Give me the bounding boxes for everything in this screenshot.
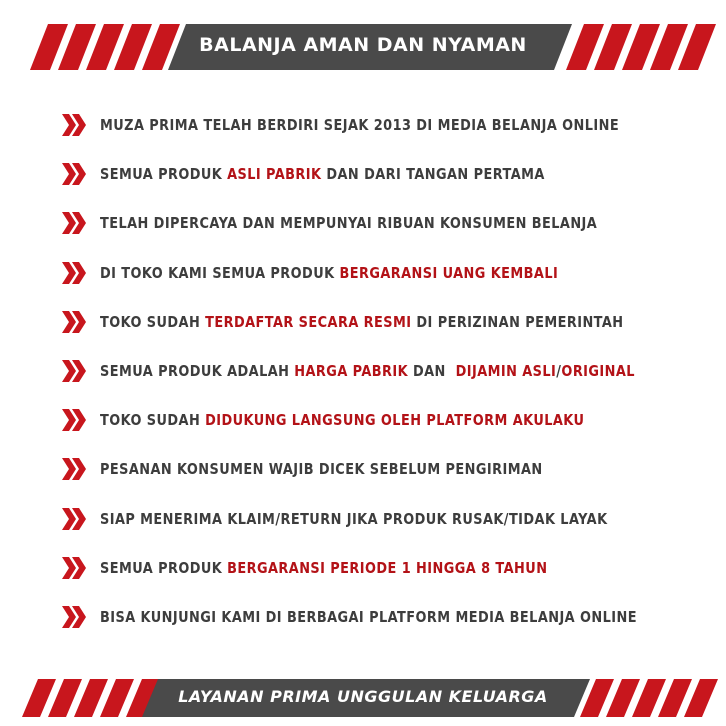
list-item [62,602,702,632]
list-item [62,504,702,534]
list-item-text [100,559,547,577]
highlight-text: DIDUKUNG LANGSUNG OLEH PLATFORM AKULAKU [205,411,585,430]
footer-banner [0,679,726,717]
text-segment: DAN [408,362,456,380]
list-item [62,258,702,288]
double-chevron-right-icon [62,606,88,628]
list-item [62,356,702,386]
text-segment: DI TOKO KAMI SEMUA PRODUK [100,263,340,282]
list-item-text [100,214,597,232]
text-segment: PESANAN KONSUMEN WAJIB DICEK SEBELUM PENGIRIMAN [100,460,543,479]
text-segment: SEMUA PRODUK [100,165,228,184]
list-item-text [100,264,558,282]
text-segment: / [556,362,562,380]
double-chevron-right-icon [62,557,88,579]
double-chevron-right-icon [62,409,88,431]
list-item-text [100,411,584,429]
highlight-text: ASLI PABRIK [227,165,322,184]
footer-title: LAYANAN PRIMA UNGGULAN KELUARGA [178,687,548,706]
text-segment: SEMUA PRODUK [100,558,228,577]
highlight-text: BERGARANSI UANG KEMBALI [339,263,559,282]
double-chevron-right-icon [62,212,88,234]
double-chevron-right-icon [62,508,88,530]
text-segment: SEMUA PRODUK ADALAH [100,362,295,380]
list-item-text [100,116,619,134]
highlight-text: TERDAFTAR SECARA RESMI [205,312,412,331]
list-item-text [100,510,608,528]
double-chevron-right-icon [62,163,88,185]
double-chevron-right-icon [62,114,88,136]
list-item-text [100,608,637,626]
text-segment: SIAP MENERIMA KLAIM/RETURN JIKA PRODUK RUSAK/TIDAK LAYAK [100,509,608,528]
list-item [62,405,702,435]
text-segment: DI PERIZINAN PEMERINTAH [411,312,624,331]
list-item-text [100,313,624,331]
list-item [62,208,702,238]
list-item-text [100,460,543,478]
highlight-text: BERGARANSI PERIODE 1 HINGGA 8 TAHUN [227,558,548,577]
list-item-text [100,362,635,380]
list-item [62,307,702,337]
double-chevron-right-icon [62,311,88,333]
highlight-text: DIJAMIN ASLI [455,362,557,380]
text-segment: TELAH DIPERCAYA DAN MEMPUNYAI RIBUAN KONSUMEN BELANJA [100,214,598,233]
text-segment: BISA KUNJUNGI KAMI DI BERBAGAI PLATFORM MEDIA BELANJA ONLINE [100,608,637,626]
text-segment: TOKO SUDAH [100,312,206,331]
list-item [62,553,702,583]
list-item [62,159,702,189]
double-chevron-right-icon [62,458,88,480]
double-chevron-right-icon [62,360,88,382]
highlight-text: ORIGINAL [561,362,635,380]
header-banner [0,24,726,70]
text-segment: TOKO SUDAH [100,411,206,430]
header-title: BALANJA AMAN DAN NYAMAN [199,34,527,56]
highlight-text: HARGA PABRIK [294,362,409,380]
list-item [62,454,702,484]
list-item-text [100,165,545,183]
double-chevron-right-icon [62,262,88,284]
text-segment: MUZA PRIMA TELAH BERDIRI SEJAK 2013 DI MEDIA BELANJA ONLINE [100,116,620,134]
list-item [62,110,702,140]
text-segment: DAN DARI TANGAN PERTAMA [321,165,545,184]
